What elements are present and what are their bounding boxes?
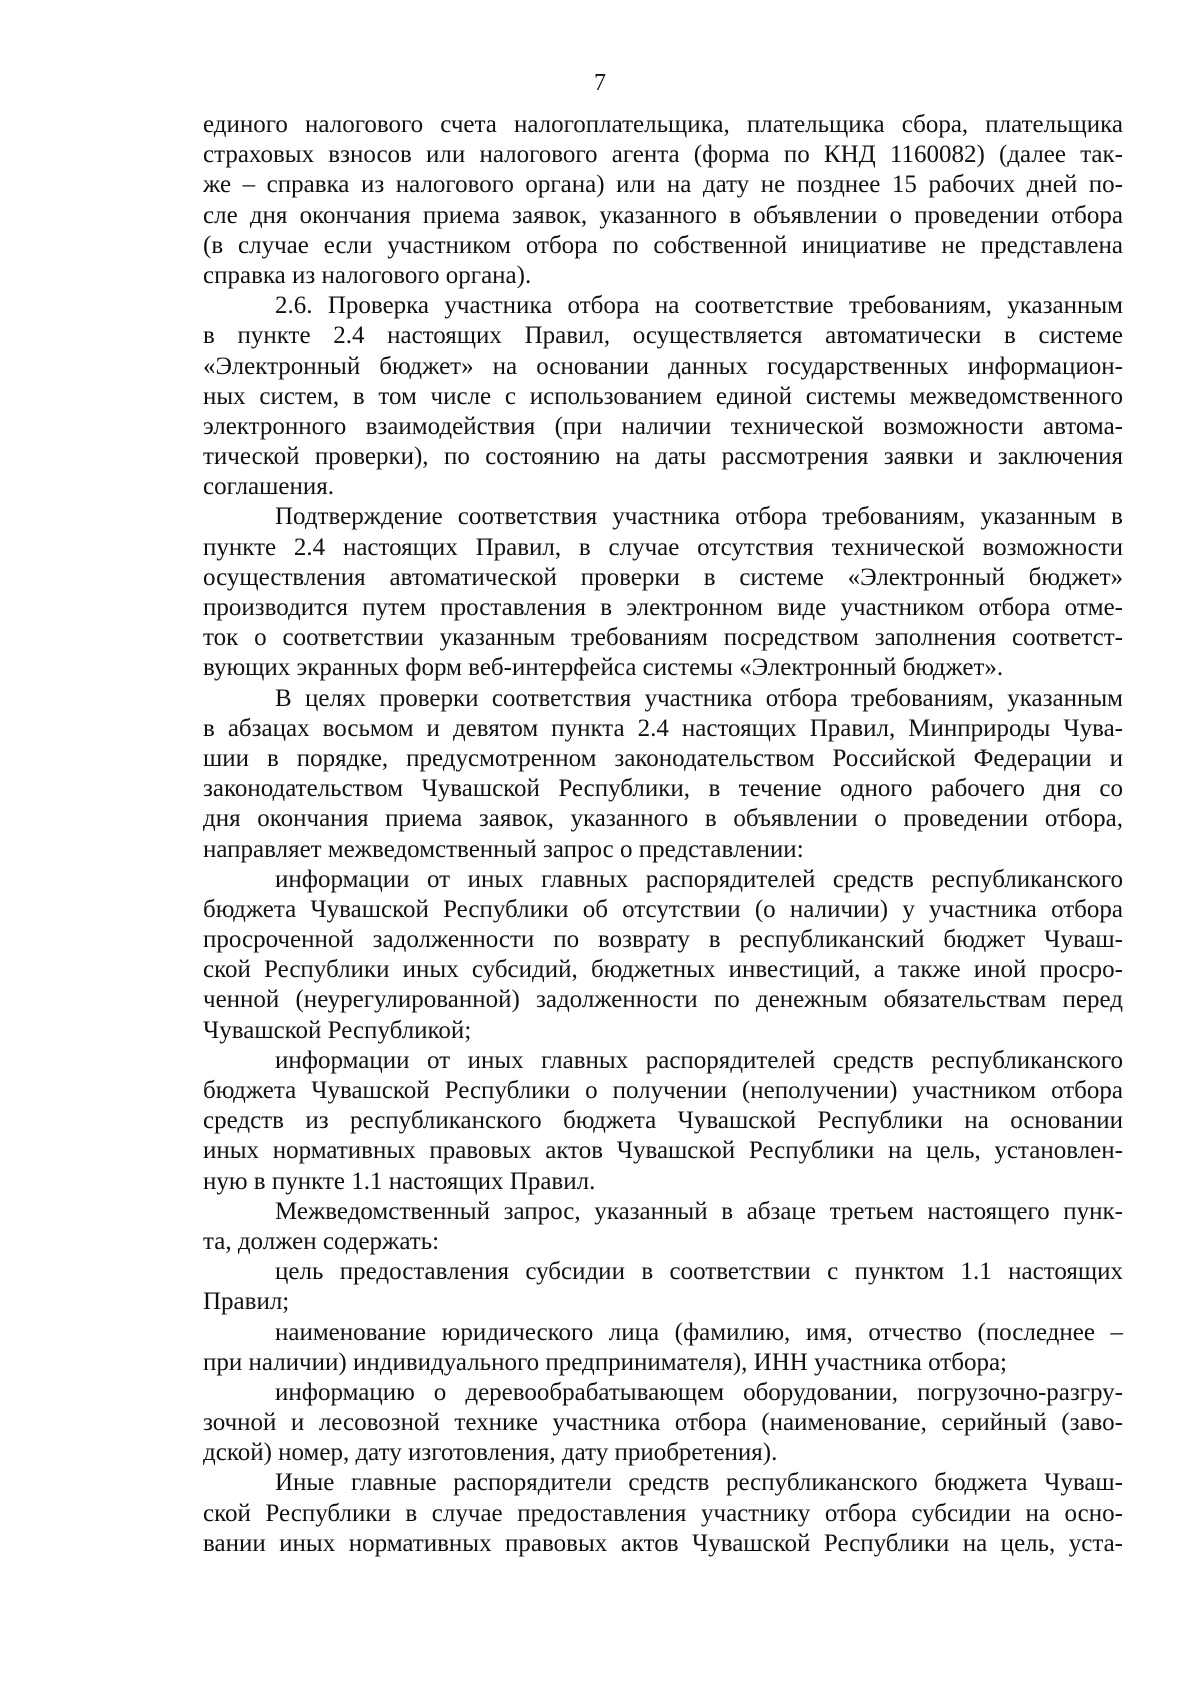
text-line: соглашения. [203,473,335,501]
text-line: законодательством Чувашской Республики, в течение одного рабочего дня со [203,775,1123,803]
text-line: (в случае если участником отбора по собственной инициативе не представлена [203,231,1123,259]
document-body [203,110,1123,1559]
text-line: В целях проверки соответствия участника отбора требованиям, указанным [275,684,1123,712]
text-line: шии в порядке, предусмотренном законодательством Российской Федерации и [203,744,1123,772]
text-line: Межведомственный запрос, указанный в абзаце третьем настоящего пунк- [275,1197,1123,1225]
text-line: тической проверки), по состоянию на даты рассмотрения заявки и заключения [203,443,1123,471]
text-line: Иные главные распорядители средств республиканского бюджета Чуваш- [275,1469,1123,1497]
text-line: пункте 2.4 настоящих Правил, в случае отсутствия технической возможности [203,533,1123,561]
text-line: справка из налогового органа). [203,261,532,289]
text-line: Подтверждение соответствия участника отбора требованиям, указанным в [275,503,1123,531]
text-line: дня окончания приема заявок, указанного в объявлении о проведении отбора, [203,805,1123,833]
text-line: вании иных нормативных правовых актов Чувашской Республики на цель, уста- [203,1529,1123,1557]
text-line: страховых взносов или налогового агента (форма по КНД 1160082) (далее так- [203,141,1123,169]
text-line: в пункте 2.4 настоящих Правил, осуществляется автоматически в системе [203,322,1123,350]
text-line: при наличии) индивидуального предпринимателя), ИНН участника отбора; [203,1348,1007,1376]
text-line: «Электронный бюджет» на основании данных государственных информацион- [203,352,1123,380]
text-line: Чувашской Республикой; [203,1016,472,1044]
text-line: осуществления автоматической проверки в системе «Электронный бюджет» [203,563,1123,591]
text-line: в абзацах восьмом и девятом пункта 2.4 настоящих Правил, Минприроды Чува- [203,714,1123,742]
text-line: ской Республики в случае предоставления участнику отбора субсидии на осно- [203,1499,1123,1527]
text-line: сле дня окончания приема заявок, указанного в объявлении о проведении отбора [203,201,1123,229]
text-line: бюджета Чувашской Республики об отсутствии (о наличии) у участника отбора [203,895,1123,923]
text-line: электронного взаимодействия (при наличии технической возможности автома- [203,412,1123,440]
text-line: 2.6. Проверка участника отбора на соответствие требованиям, указанным [275,292,1123,320]
text-line: дской) номер, дату изготовления, дату приобретения). [203,1439,778,1467]
text-line: производится путем проставления в электронном виде участником отбора отме- [203,594,1123,621]
text-line: иных нормативных правовых актов Чувашской Республики на цель, установлен- [203,1137,1123,1165]
text-line: наименование юридического лица (фамилию, имя, отчество (последнее – [275,1318,1123,1346]
text-line: единого налогового счета налогоплательщика, плательщика сбора, плательщика [203,111,1123,138]
text-line: зочной и лесовозной технике участника отбора (наименование, серийный (заво- [203,1409,1123,1437]
text-line: информации от иных главных распорядителей средств республиканского [275,1046,1123,1074]
text-line: средств из республиканского бюджета Чувашской Республики на основании [203,1107,1123,1135]
text-line: та, должен содержать: [203,1227,440,1255]
text-line: же – справка из налогового органа) или на дату не позднее 15 рабочих дней по- [203,171,1123,199]
text-line: вующих экранных форм веб-интерфейса системы «Электронный бюджет». [203,654,1004,682]
text-line: ской Республики иных субсидий, бюджетных инвестиций, а также иной просро- [203,956,1123,984]
text-line: Правил; [203,1288,290,1316]
page-number: 7 [594,70,606,96]
text-line: информацию о деревообрабатывающем оборудовании, погрузочно-разгру- [275,1378,1123,1406]
text-line: просроченной задолженности по возврату в республиканский бюджет Чуваш- [203,926,1123,954]
text-line: ную в пункте 1.1 настоящих Правил. [203,1167,596,1195]
text-line: ток о соответствии указанным требованиям посредством заполнения соответст- [203,624,1123,652]
text-line: информации от иных главных распорядителей средств республиканского [275,865,1123,893]
text-line: ных систем, в том числе с использованием единой системы межведомственного [203,382,1123,410]
text-line: направляет межведомственный запрос о представлении: [203,835,804,863]
text-line: ченной (неурегулированной) задолженности по денежным обязательствам перед [203,986,1123,1014]
text-line: цель предоставления субсидии в соответствии с пунктом 1.1 настоящих [275,1258,1123,1286]
text-line: бюджета Чувашской Республики о получении (неполучении) участником отбора [203,1077,1123,1104]
